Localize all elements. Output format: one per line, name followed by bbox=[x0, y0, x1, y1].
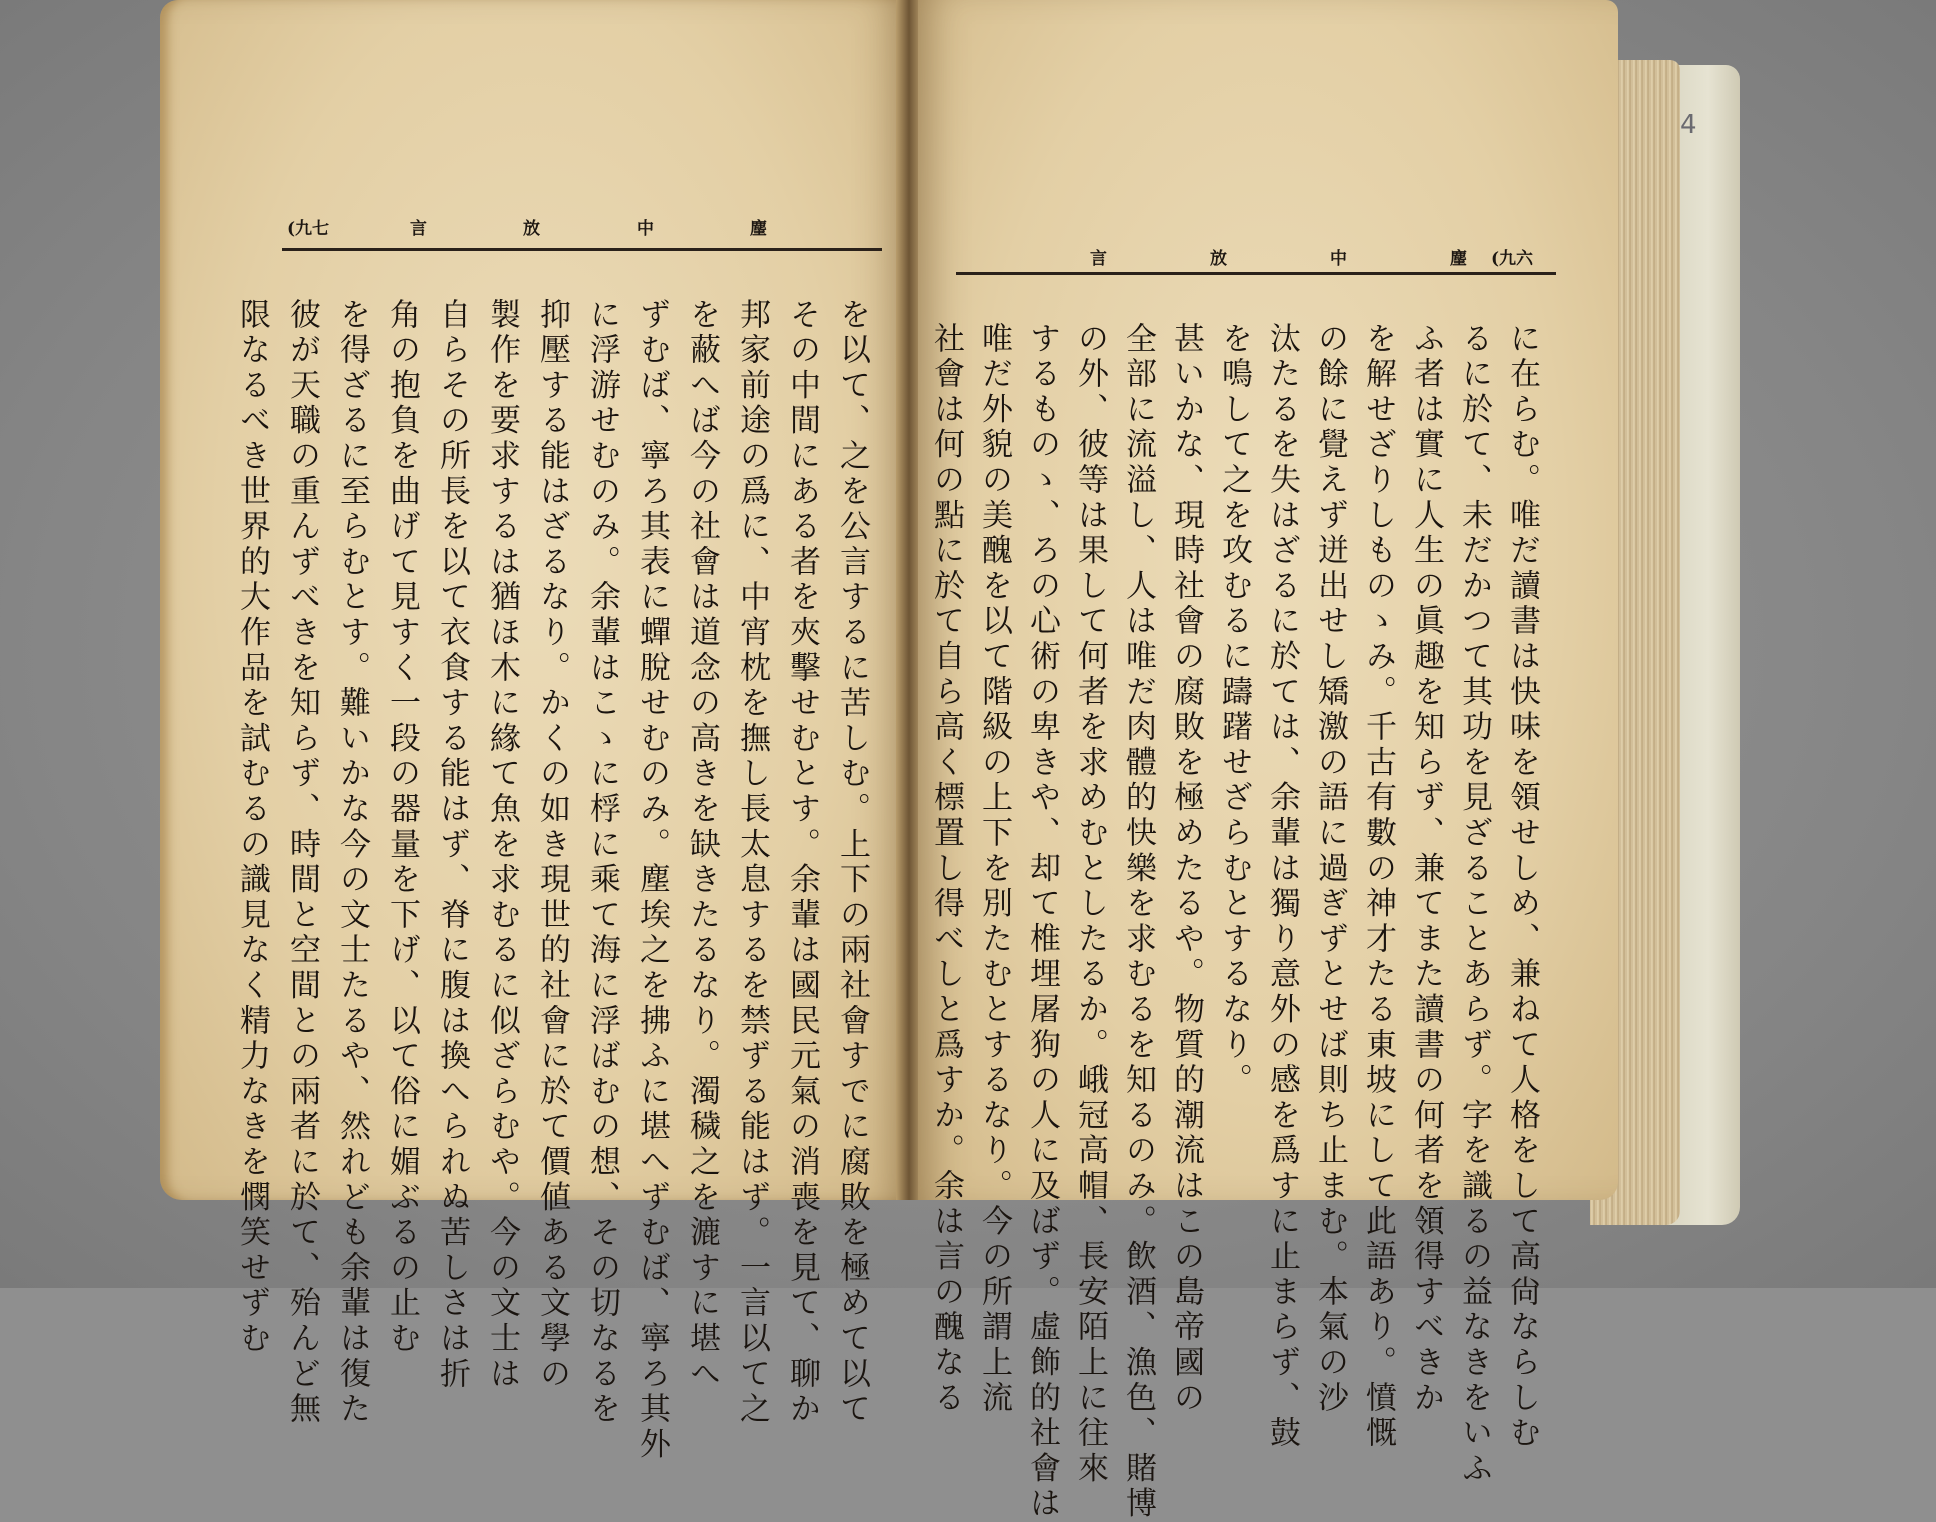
text-column: 全部に流溢し、人は唯だ肉體的快樂を求むるを知るのみ。飲酒、漁色、賭博 bbox=[1120, 322, 1156, 1522]
left-header-rule bbox=[282, 248, 882, 251]
running-title-char: 放 bbox=[1210, 249, 1227, 269]
text-column: を以て、之を公言するに苦しむ。上下の兩社會すでに腐敗を極めて以て bbox=[834, 298, 870, 1428]
text-column: 汰たるを失はざるに於ては、余輩は獨り意外の感を爲すに止まらず、鼓 bbox=[1264, 322, 1300, 1452]
right-running-header bbox=[918, 244, 1618, 274]
text-column: 抑壓する能はざるなり。かくの如き現世的社會に於て價値ある文學の bbox=[534, 298, 570, 1393]
running-title-char: 中 bbox=[1330, 249, 1347, 269]
text-column: 製作を要求するは猶ほ木に緣て魚を求むるに似ざらむや。今の文士は bbox=[484, 298, 520, 1393]
left-running-header bbox=[160, 214, 905, 244]
text-column: 角の抱負を曲げて見すく一段の器量を下げ、以て俗に媚ぶるの止む bbox=[384, 298, 420, 1357]
text-column: を鳴して之を攻むるに躊躇せざらむとするなり。 bbox=[1216, 322, 1252, 1099]
text-column: の外、彼等は果して何者を求めむとしたるか。峨冠高帽、長安陌上に往來 bbox=[1072, 322, 1108, 1487]
running-title-char: 放 bbox=[523, 219, 540, 239]
text-column: るに於て、未だかつて其功を見ざることあらず。字を識るの益なきをいふ bbox=[1456, 322, 1492, 1487]
text-column: の餘に覺えず迸出せし矯激の語に過ぎずとせば則ち止まむ。本氣の沙 bbox=[1312, 322, 1348, 1417]
text-column: を蔽へば今の社會は道念の高きを缺きたるなり。濁穢之を漉すに堪へ bbox=[684, 298, 720, 1393]
text-column: 限なるべき世界的大作品を試むるの識見なく精力なきを憫笑せずむ bbox=[234, 298, 270, 1357]
text-column: するものゝ、ろの心術の卑きや、却て椎埋屠狗の人に及ばず。虛飾的社會は bbox=[1024, 322, 1060, 1522]
text-column: その中間にある者を夾擊せむとす。余輩は國民元氣の消喪を見て、聊か bbox=[784, 298, 820, 1428]
text-column: を解せざりしものゝみ。千古有數の神才たる東坡にして此語あり。憤慨 bbox=[1360, 322, 1396, 1452]
text-column: に浮游せむのみ。余輩はこゝに桴に乘て海に浮ばむの想、その切なるを bbox=[584, 298, 620, 1428]
text-column: 甚いかな、現時社會の腐敗を極めたるや。物質的潮流はこの島帝國の bbox=[1168, 322, 1204, 1417]
text-column: ずむば、寧ろ其表に蟬脫せむのみ。塵埃之を拂ふに堪へずむば、寧ろ其外 bbox=[634, 298, 670, 1463]
text-column: 自らその所長を以て衣食する能はず、脊に腹は換へられぬ苦しさは折 bbox=[434, 298, 470, 1393]
text-column: ふ者は實に人生の眞趣を知らず、兼てまた讀書の何者を領得すべきか bbox=[1408, 322, 1444, 1417]
running-title-char: 言 bbox=[1090, 249, 1107, 269]
text-column: を得ざるに至らむとす。難いかな今の文士たるや、然れども余輩は復た bbox=[334, 298, 370, 1428]
left-page bbox=[160, 0, 905, 1463]
running-title-char: 麈 bbox=[1450, 249, 1467, 269]
text-column: 社會は何の點に於て自ら高く標置し得べしと爲すか。余は言の醜なる bbox=[928, 322, 964, 1417]
right-header-rule bbox=[956, 272, 1556, 275]
left-page-number: (九七 bbox=[287, 219, 330, 239]
right-page-number: (九六 bbox=[1491, 249, 1534, 269]
text-column: 邦家前途の爲に、中宵枕を撫し長太息するを禁ずる能はず。一言以て之 bbox=[734, 298, 770, 1428]
text-column: 彼が天職の重んずべきを知らず、時間と空間との兩者に於て、殆んど無 bbox=[284, 298, 320, 1428]
text-column: に在らむ。唯だ讀書は快味を領せしめ、兼ねて人格をして高尙ならしむ bbox=[1504, 322, 1540, 1452]
running-title-char: 麈 bbox=[750, 219, 767, 239]
text-column: 唯だ外貌の美醜を以て階級の上下を別たむとするなり。今の所謂上流 bbox=[976, 322, 1012, 1417]
running-title-char: 中 bbox=[637, 219, 654, 239]
running-title-char: 言 bbox=[410, 219, 427, 239]
right-page bbox=[918, 0, 1618, 1522]
pencil-annotation: 4 bbox=[1680, 110, 1697, 140]
